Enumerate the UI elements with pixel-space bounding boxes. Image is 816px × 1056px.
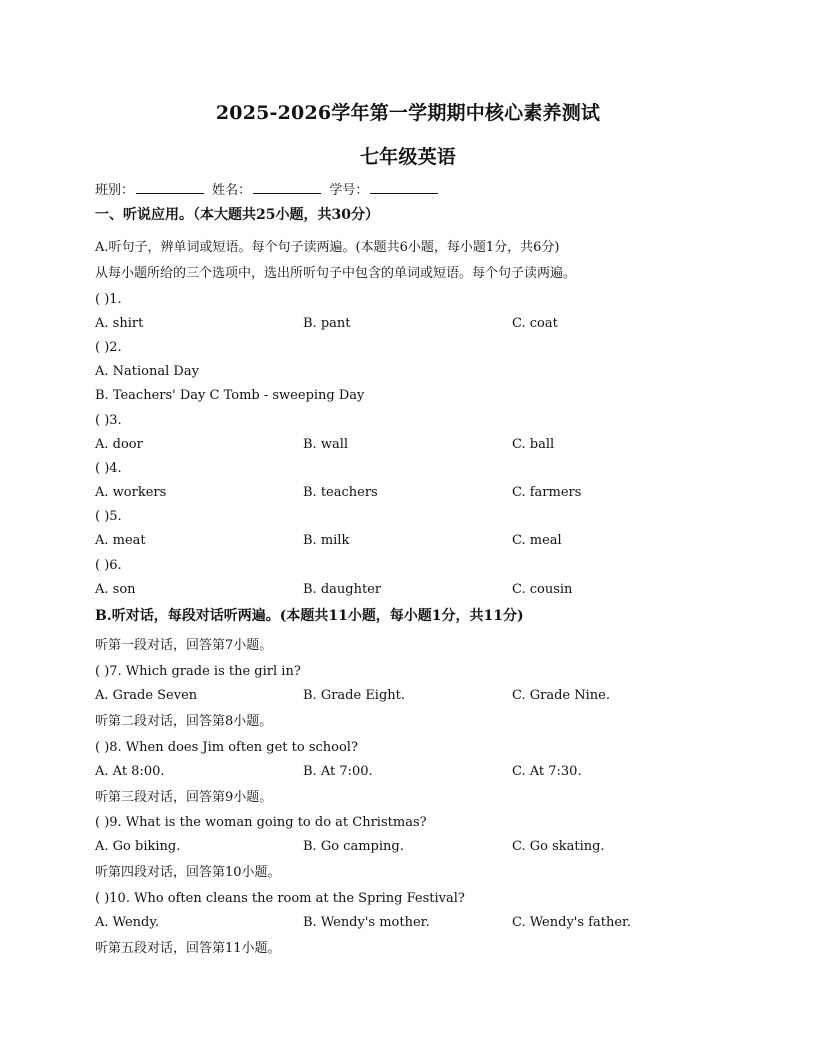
dialogue-intro: 听第二段对话，回答第8小题。 [95, 714, 273, 729]
option-b: B. milk [303, 533, 350, 548]
question-stem: ( )2. [95, 340, 122, 355]
option-b: B. Go camping. [303, 839, 404, 854]
part1-a-instruction: 从每小题所给的三个选项中，选出所听句子中包含的单词或短语。每个句子读两遍。 [95, 266, 577, 281]
question-stem: ( )6. [95, 558, 122, 573]
option-c: C. coat [512, 316, 558, 331]
option-a: A. Grade Seven [95, 688, 198, 703]
question-stem: ( )7. Which grade is the girl in? [95, 664, 301, 679]
part1-heading: 一、听说应用。（本大题共25小题，共30分） [95, 207, 379, 223]
question-stem: ( )10. Who often cleans the room at the Spring Festival? [95, 891, 465, 906]
exam-title: 2025-2026学年第一学期期中核心素养测试 [215, 102, 601, 124]
option-line: A. National Day [95, 364, 199, 379]
option-c: C. At 7:30. [512, 764, 582, 779]
question-stem: ( )9. What is the woman going to do at Christmas? [95, 815, 427, 830]
option-a: A. workers [95, 485, 167, 500]
option-a: A. Wendy. [95, 915, 160, 930]
option-a: A. shirt [95, 316, 144, 331]
dialogue-intro: 听第一段对话，回答第7小题。 [95, 638, 273, 653]
id-label: 学号： [329, 183, 369, 198]
option-b: B. Grade Eight. [303, 688, 406, 703]
option-c: C. Go skating. [512, 839, 605, 854]
option-a: A. At 8:00. [95, 764, 165, 779]
question-stem: ( )3. [95, 413, 122, 428]
question-stem: ( )4. [95, 461, 122, 476]
option-c: C. meal [512, 533, 562, 548]
part1-b-heading: B.听对话，每段对话听两遍。(本题共11小题，每小题1分，共11分) [95, 608, 524, 624]
dialogue-intro: 听第三段对话，回答第9小题。 [95, 790, 273, 805]
option-c: C. ball [512, 437, 555, 452]
option-b: B. Wendy's mother. [303, 915, 430, 930]
option-b: B. At 7:00. [303, 764, 373, 779]
option-b: B. teachers [303, 485, 378, 500]
student-info-row [95, 181, 442, 199]
dialogue-intro: 听第五段对话，回答第11小题。 [95, 941, 281, 956]
question-stem: ( )1. [95, 292, 122, 307]
option-c: C. Grade Nine. [512, 688, 610, 703]
name-label: 姓名： [212, 183, 252, 198]
class-label: 班别： [95, 183, 135, 198]
option-c: C. Wendy's father. [512, 915, 631, 930]
name-blank [253, 181, 321, 194]
question-stem: ( )8. When does Jim often get to school? [95, 740, 358, 755]
option-b: B. wall [303, 437, 349, 452]
dialogue-intro: 听第四段对话，回答第10小题。 [95, 865, 281, 880]
option-a: A. meat [95, 533, 146, 548]
part1-a-heading: A.听句子，辨单词或短语。每个句子读两遍。(本题共6小题，每小题1分，共6分) [95, 240, 560, 255]
class-blank [136, 181, 204, 194]
option-a: A. son [95, 582, 136, 597]
option-b: B. daughter [303, 582, 382, 597]
exam-subtitle: 七年级英语 [359, 146, 456, 168]
id-blank [370, 181, 438, 194]
option-c: C. farmers [512, 485, 582, 500]
option-a: A. door [95, 437, 143, 452]
option-c: C. cousin [512, 582, 573, 597]
question-stem: ( )5. [95, 509, 122, 524]
option-a: A. Go biking. [95, 839, 181, 854]
option-line: B. Teachers' Day C Tomb - sweeping Day [95, 388, 365, 403]
option-b: B. pant [303, 316, 351, 331]
